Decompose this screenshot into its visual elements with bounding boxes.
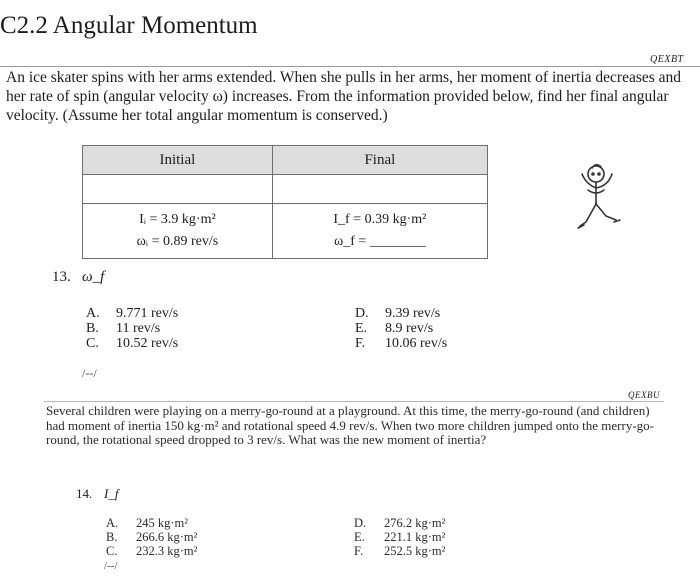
answer-variable: I_f bbox=[104, 486, 119, 501]
page-title: C2.2 Angular Momentum bbox=[0, 12, 258, 39]
option-letter: A. bbox=[106, 516, 119, 530]
option-a[interactable] bbox=[86, 306, 178, 321]
initial-omega: ωᵢ = 0.89 rev/s bbox=[136, 234, 219, 249]
option-value: 245 kg·m² bbox=[136, 516, 189, 530]
option-letter: D. bbox=[354, 516, 367, 530]
options-right bbox=[355, 306, 447, 351]
final-inertia: I_f = 0.39 kg·m² bbox=[333, 212, 427, 227]
option-value: 221.1 kg·m² bbox=[384, 530, 446, 544]
option-value: 252.5 kg·m² bbox=[384, 544, 446, 558]
divider bbox=[0, 66, 700, 67]
option-letter: E. bbox=[354, 530, 365, 544]
option-value: 276.2 kg·m² bbox=[384, 516, 446, 530]
table-cell bbox=[272, 175, 487, 204]
option-value: 232.3 kg·m² bbox=[136, 544, 198, 558]
question-code: QEXBT bbox=[650, 54, 684, 65]
option-letter: B. bbox=[106, 530, 118, 544]
options-right bbox=[354, 516, 445, 558]
option-e[interactable] bbox=[355, 321, 447, 336]
option-a[interactable] bbox=[106, 516, 197, 530]
table-cell-final bbox=[272, 204, 487, 259]
question-code: QEXBU bbox=[628, 390, 660, 400]
option-letter: C. bbox=[106, 544, 118, 558]
option-value: 9.771 rev/s bbox=[116, 306, 179, 321]
data-table bbox=[82, 145, 488, 259]
initial-inertia: Iᵢ = 3.9 kg·m² bbox=[139, 212, 216, 227]
option-letter: A. bbox=[86, 306, 100, 321]
option-letter: B. bbox=[86, 321, 99, 336]
divider bbox=[44, 401, 664, 402]
answer-mark: /--/ bbox=[82, 366, 97, 380]
options-left bbox=[106, 516, 197, 558]
answer-mark: /--/ bbox=[104, 560, 118, 572]
answer-variable: ω_f bbox=[82, 269, 105, 285]
option-c[interactable] bbox=[86, 336, 178, 351]
option-letter: F. bbox=[355, 336, 366, 351]
option-b[interactable] bbox=[86, 321, 178, 336]
table-header-initial: Initial bbox=[83, 146, 273, 175]
option-value: 266.6 kg·m² bbox=[136, 530, 198, 544]
option-value: 11 rev/s bbox=[116, 321, 161, 336]
option-b[interactable] bbox=[106, 530, 197, 544]
option-d[interactable] bbox=[355, 306, 447, 321]
question-text: Several children were playing on a merry-go-round at a playground. At this time, the merry-go-round (and children) had moment of inertia 150 kg·m² and rotational speed 4.9 rev/s. When two more children jumped onto the merry-go-round, the rotational speed dropped to 3 rev/s. What was the new moment of inertia? bbox=[46, 403, 654, 447]
table-header-final: Final bbox=[272, 146, 487, 175]
option-f[interactable] bbox=[355, 336, 447, 351]
option-letter: E. bbox=[355, 321, 368, 336]
table-cell-initial bbox=[83, 204, 273, 259]
option-f[interactable] bbox=[354, 544, 445, 558]
option-d[interactable] bbox=[354, 516, 445, 530]
option-value: 10.52 rev/s bbox=[116, 336, 179, 351]
option-letter: F. bbox=[354, 544, 364, 558]
table-cell bbox=[83, 175, 273, 204]
options-left bbox=[86, 306, 178, 351]
option-value: 10.06 rev/s bbox=[385, 336, 448, 351]
option-letter: D. bbox=[355, 306, 369, 321]
question-number: 13. bbox=[52, 269, 71, 285]
question-number: 14. bbox=[76, 486, 93, 501]
question-text: An ice skater spins with her arms extended. When she pulls in her arms, her moment of inertia decreases and her rate of spin (angular velocity ω) increases. From the information provided below, find her final angular velocity. (Assume her total angular momentum is conserved.) bbox=[6, 69, 682, 124]
option-value: 8.9 rev/s bbox=[385, 321, 434, 336]
option-c[interactable] bbox=[106, 544, 197, 558]
option-value: 9.39 rev/s bbox=[385, 306, 441, 321]
final-omega: ω_f = ________ bbox=[333, 234, 426, 249]
option-e[interactable] bbox=[354, 530, 445, 544]
option-letter: C. bbox=[86, 336, 99, 351]
ice-skater-image bbox=[566, 160, 636, 240]
